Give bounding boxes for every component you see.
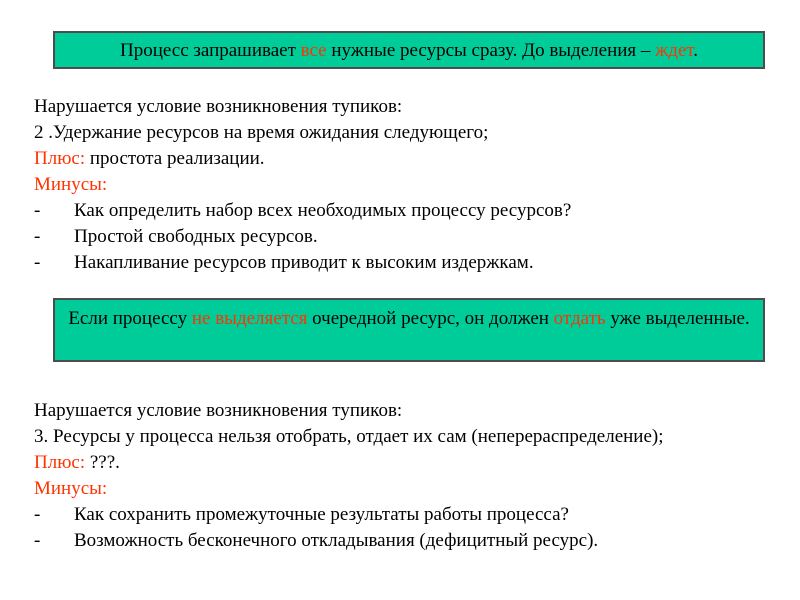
bullet-dash: -: [34, 530, 41, 551]
plus-line: [34, 146, 571, 172]
callout-text: уже выделенные.: [605, 308, 750, 329]
list-item-text: Возможность бесконечного откладывания (дефицитный ресурс).: [74, 530, 599, 551]
condition-item: 3. Ресурсы у процесса нельзя отобрать, отдает их сам (неперераспределение);: [34, 426, 664, 447]
condition-item: 2 .Удержание ресурсов на время ожидания следующего;: [34, 122, 489, 143]
list-item: [34, 528, 664, 554]
plus-text: ???.: [85, 452, 120, 473]
list-item-text: Накапливание ресурсов приводит к высоким издержкам.: [74, 252, 534, 273]
bullet-dash: -: [34, 504, 41, 525]
plus-line: [34, 450, 664, 476]
callout-strategy-request-all: [53, 31, 765, 69]
bullet-dash: -: [34, 200, 41, 221]
callout-text: .: [693, 40, 699, 61]
callout-text: нужные ресурсы сразу. До выделения –: [326, 40, 656, 61]
list-item: [34, 224, 571, 250]
list-item-text: Как определить набор всех необходимых процессу ресурсов?: [74, 200, 572, 221]
callout-highlight-not-allocated: не выделяется: [191, 308, 308, 329]
callout-highlight-waits: ждет: [655, 40, 694, 61]
section-hold-and-wait: [34, 94, 571, 276]
section-no-preemption: [34, 398, 664, 554]
condition-heading: Нарушается условие возникновения тупиков:: [34, 400, 403, 421]
callout-text: Если процессу: [68, 308, 192, 329]
list-item-text: Как сохранить промежуточные результаты работы процесса?: [74, 504, 569, 525]
callout-highlight-give-back: отдать: [553, 308, 606, 329]
plus-label: Плюс:: [34, 148, 86, 169]
condition-heading: Нарушается условие возникновения тупиков:: [34, 96, 403, 117]
callout-highlight-all: все: [300, 40, 327, 61]
bullet-dash: -: [34, 226, 41, 247]
list-item-text: Простой свободных ресурсов.: [74, 226, 318, 247]
minus-label: Минусы:: [34, 174, 108, 195]
list-item: [34, 198, 571, 224]
callout-text: Процесс запрашивает: [119, 40, 301, 61]
plus-text: простота реализации.: [85, 148, 265, 169]
list-item: [34, 502, 664, 528]
minus-label: Минусы:: [34, 478, 108, 499]
plus-label: Плюс:: [34, 452, 86, 473]
list-item: [34, 250, 571, 276]
bullet-dash: -: [34, 252, 41, 273]
callout-strategy-release: [53, 298, 765, 362]
callout-text: очередной ресурс, он должен: [307, 308, 554, 329]
